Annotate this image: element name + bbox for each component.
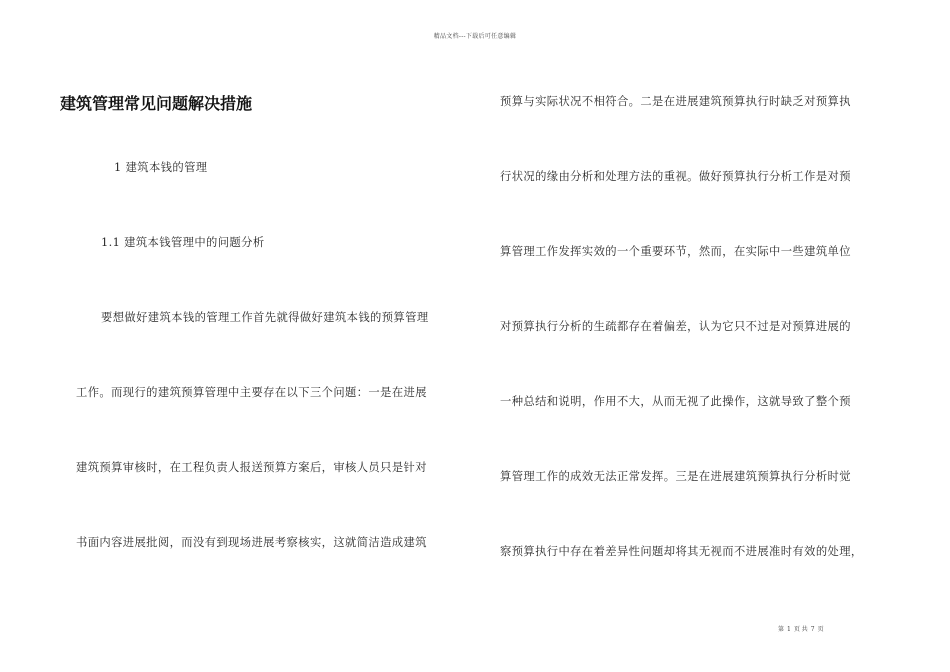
page-current: 1: [787, 626, 791, 633]
paragraph-line: 行状况的缘由分析和处理方法的重视。做好预算执行分析工作是对预: [500, 170, 851, 183]
page-middle: 页 共: [793, 626, 808, 633]
document-title: 建筑管理常见问题解决措施: [60, 94, 253, 113]
page-total: 7: [810, 626, 815, 633]
page-number: [778, 624, 827, 633]
page-prefix: 第: [778, 626, 785, 633]
paragraph-line: 对预算执行分析的生疏都存在着偏差，认为它只不过是对预算进展的: [500, 320, 851, 333]
subsection-heading: 1.1 建筑本钱管理中的问题分析: [101, 236, 265, 249]
paragraph-line: 书面内容进展批阅，而没有到现场进展考察核实，这就简洁造成建筑: [76, 536, 427, 549]
paragraph-line: 算管理工作的成效无法正常发挥。三是在进展建筑预算执行分析时觉: [500, 470, 851, 483]
paragraph-line: 要想做好建筑本钱的管理工作首先就得做好建筑本钱的预算管理: [101, 311, 429, 324]
paragraph-line: 建筑预算审核时，在工程负责人报送预算方案后，审核人员只是针对: [76, 461, 427, 474]
paragraph-line: 察预算执行中存在着差异性问题却将其无视而不进展准时有效的处理，: [500, 545, 863, 558]
page-suffix: 页: [817, 626, 824, 633]
header-note: 精品文档---下载后可任意编辑: [433, 33, 517, 40]
paragraph-line: 一种总结和说明，作用不大，从而无视了此操作，这就导致了整个预: [500, 395, 851, 408]
paragraph-line: 算管理工作发挥实效的一个重要环节，然而，在实际中一些建筑单位: [500, 245, 851, 258]
paragraph-line: 工作。而现行的建筑预算管理中主要存在以下三个问题：一是在进展: [76, 386, 427, 399]
section-heading: 1 建筑本钱的管理: [114, 161, 208, 174]
paragraph-line: 预算与实际状况不相符合。二是在进展建筑预算执行时缺乏对预算执: [500, 95, 851, 108]
